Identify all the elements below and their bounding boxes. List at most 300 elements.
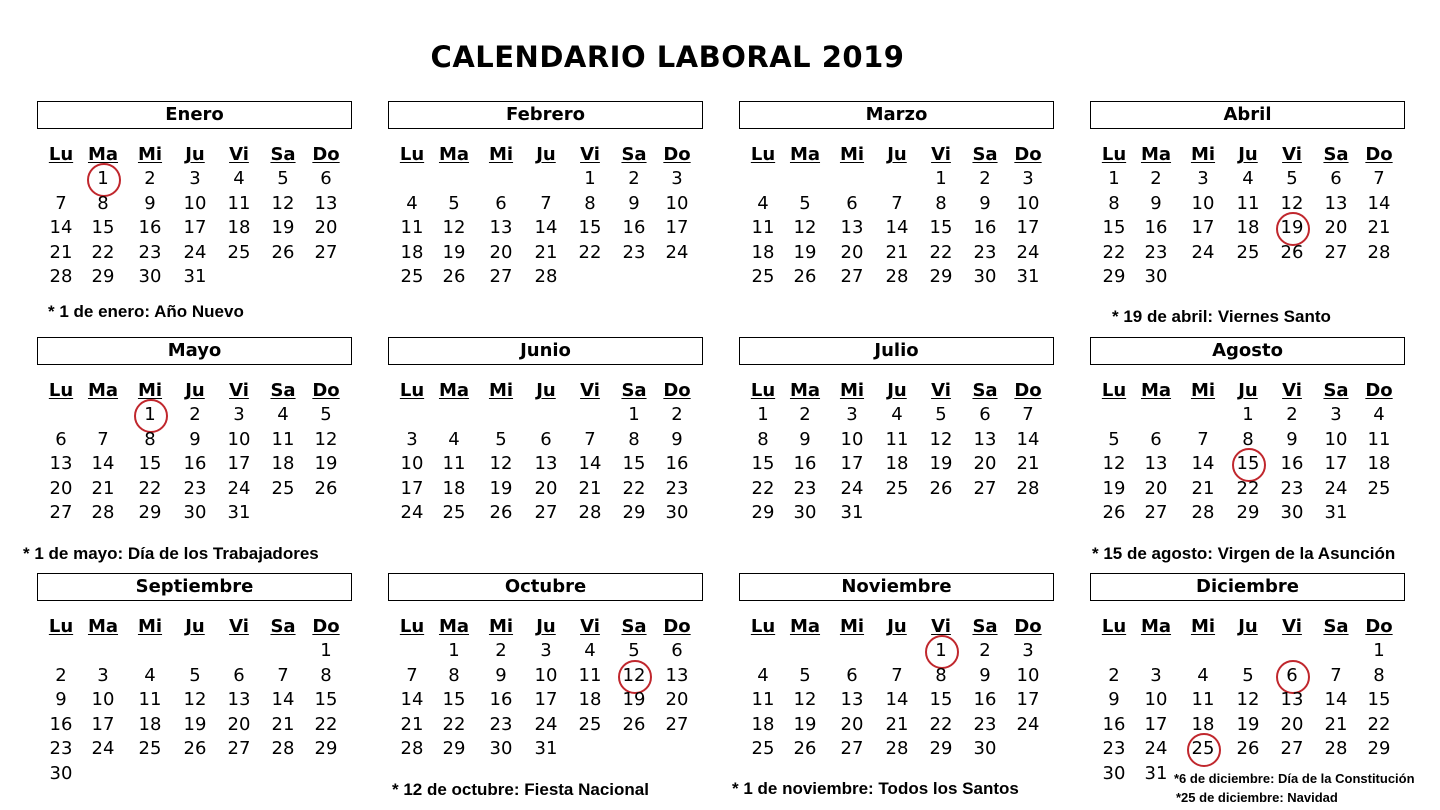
day-number: 9 xyxy=(189,428,201,450)
day-number: 27 xyxy=(973,477,997,499)
month-header: Septiembre xyxy=(37,573,352,601)
day-number: 16 xyxy=(489,689,513,710)
month-agosto xyxy=(1090,337,1405,527)
day-number: 16 xyxy=(1144,217,1168,238)
day-number: 16 xyxy=(973,217,997,238)
day-number: 11 xyxy=(442,453,466,474)
day-number: 15 xyxy=(622,453,646,474)
day-number: 26 xyxy=(183,738,207,759)
weekday-row xyxy=(739,143,1054,167)
weekday-label: Lu xyxy=(399,144,425,165)
day-number: 22 xyxy=(138,477,162,499)
day-number: 16 xyxy=(138,217,162,238)
day-number: 6 xyxy=(495,192,507,214)
day-number: 5 xyxy=(1108,428,1120,450)
month-octubre xyxy=(388,573,703,763)
day-number: 19 xyxy=(183,713,207,735)
day-number: 9 xyxy=(55,689,67,710)
weekday-label: Ma xyxy=(1140,616,1172,637)
day-number: 26 xyxy=(622,713,646,735)
weekday-label: Sa xyxy=(972,616,998,637)
day-number: 4 xyxy=(757,664,769,686)
day-number: 20 xyxy=(534,477,558,499)
day-number: 26 xyxy=(793,738,817,759)
weekday-label: Do xyxy=(663,144,691,165)
day-number: 9 xyxy=(495,664,507,686)
weekday-label: Lu xyxy=(750,380,776,401)
day-number: 9 xyxy=(1150,192,1162,214)
day-number: 10 xyxy=(183,192,207,214)
weekday-label: Do xyxy=(312,380,340,401)
day-number: 21 xyxy=(1016,453,1040,474)
weekday-label: Ju xyxy=(1238,144,1258,165)
day-number: 8 xyxy=(628,428,640,450)
weekday-label: Mi xyxy=(1190,380,1216,401)
day-number: 13 xyxy=(49,453,73,474)
day-number: 3 xyxy=(1197,168,1209,189)
weekday-row xyxy=(37,143,352,167)
weekday-label: Vi xyxy=(1282,616,1302,637)
month-julio xyxy=(739,337,1054,527)
day-number: 28 xyxy=(885,738,909,759)
day-number: 23 xyxy=(973,713,997,735)
day-number: 18 xyxy=(751,713,775,735)
day-number: 28 xyxy=(400,738,424,759)
day-number: 4 xyxy=(1197,664,1209,686)
day-number: 25 xyxy=(400,266,424,287)
weekday-label: Ju xyxy=(536,144,556,165)
day-number: 4 xyxy=(891,404,903,425)
day-number: 12 xyxy=(793,217,817,238)
day-number: 18 xyxy=(1367,453,1391,474)
day-number: 13 xyxy=(534,453,558,474)
day-number: 22 xyxy=(442,713,466,735)
day-number: 1 xyxy=(1242,404,1254,425)
day-number: 31 xyxy=(227,502,251,523)
day-number: 4 xyxy=(1242,168,1254,189)
day-number: 5 xyxy=(799,664,811,686)
weekday-row xyxy=(1090,379,1405,403)
day-number: 3 xyxy=(1150,664,1162,686)
day-number: 19 xyxy=(1102,477,1126,499)
weekday-label: Lu xyxy=(48,380,74,401)
weekday-label: Lu xyxy=(1101,380,1127,401)
day-number: 23 xyxy=(973,241,997,263)
day-number: 30 xyxy=(973,266,997,287)
weekday-label: Sa xyxy=(1323,616,1349,637)
day-number: 17 xyxy=(840,453,864,474)
day-number: 27 xyxy=(1280,738,1304,759)
day-number: 2 xyxy=(979,640,991,661)
day-number: 20 xyxy=(1324,217,1348,238)
weekday-label: Mi xyxy=(488,144,514,165)
weekday-row xyxy=(388,143,703,167)
day-number: 3 xyxy=(1022,168,1034,189)
day-number: 10 xyxy=(1191,192,1215,214)
day-number: 6 xyxy=(846,664,858,686)
day-number: 9 xyxy=(979,192,991,214)
day-number: 28 xyxy=(534,266,558,287)
holiday-day: 15 xyxy=(1228,452,1268,477)
day-number: 16 xyxy=(183,453,207,474)
day-number: 28 xyxy=(885,266,909,287)
day-number: 13 xyxy=(227,689,251,710)
weekday-label: Vi xyxy=(229,616,249,637)
day-number: 9 xyxy=(799,428,811,450)
day-number: 25 xyxy=(751,266,775,287)
day-number: 11 xyxy=(1191,689,1215,710)
day-number: 8 xyxy=(1108,192,1120,214)
day-number: 28 xyxy=(49,266,73,287)
day-number: 15 xyxy=(314,689,338,710)
day-number: 23 xyxy=(665,477,689,499)
day-number: 27 xyxy=(227,738,251,759)
weekday-label: Sa xyxy=(621,144,647,165)
day-number: 12 xyxy=(1102,453,1126,474)
day-number: 19 xyxy=(929,453,953,474)
weekday-label: Do xyxy=(1014,380,1042,401)
weekday-label: Mi xyxy=(488,616,514,637)
day-number: 11 xyxy=(138,689,162,710)
day-number: 19 xyxy=(314,453,338,474)
day-number: 15 xyxy=(1102,217,1126,238)
day-grid xyxy=(388,639,703,763)
weekday-label: Vi xyxy=(229,380,249,401)
month-header: Noviembre xyxy=(739,573,1054,601)
weekday-label: Sa xyxy=(270,616,296,637)
day-number: 5 xyxy=(448,192,460,214)
month-noviembre xyxy=(739,573,1054,763)
day-number: 2 xyxy=(1286,404,1298,425)
day-number: 25 xyxy=(138,738,162,759)
day-number: 7 xyxy=(1330,664,1342,686)
weekday-label: Ju xyxy=(185,380,205,401)
day-number: 23 xyxy=(1144,241,1168,263)
day-number: 20 xyxy=(1280,713,1304,735)
weekday-label: Sa xyxy=(270,380,296,401)
day-number: 6 xyxy=(540,428,552,450)
day-number: 12 xyxy=(489,453,513,474)
day-number: 2 xyxy=(799,404,811,425)
holiday-day: 1 xyxy=(921,639,961,664)
day-number: 23 xyxy=(49,738,73,759)
day-number: 16 xyxy=(793,453,817,474)
month-header: Octubre xyxy=(388,573,703,601)
day-number: 2 xyxy=(55,664,67,686)
day-number: 20 xyxy=(1144,477,1168,499)
holiday-note-noviembre: * 1 de noviembre: Todos los Santos xyxy=(732,779,1019,798)
day-number: 28 xyxy=(1324,738,1348,759)
weekday-label: Vi xyxy=(931,616,951,637)
day-number: 29 xyxy=(138,502,162,523)
day-number: 9 xyxy=(628,192,640,214)
day-number: 10 xyxy=(227,428,251,450)
day-grid xyxy=(37,639,352,784)
day-number: 30 xyxy=(1280,502,1304,523)
day-number: 31 xyxy=(1016,266,1040,287)
day-number: 11 xyxy=(751,689,775,710)
day-number: 24 xyxy=(665,241,689,263)
weekday-label: Ju xyxy=(185,616,205,637)
weekday-label: Ju xyxy=(185,144,205,165)
day-number: 14 xyxy=(1016,428,1040,450)
day-number: 19 xyxy=(622,689,646,710)
day-number: 7 xyxy=(277,664,289,686)
day-number: 22 xyxy=(751,477,775,499)
day-number: 24 xyxy=(1016,713,1040,735)
weekday-label: Lu xyxy=(1101,616,1127,637)
day-number: 25 xyxy=(442,502,466,523)
day-number: 1 xyxy=(757,404,769,425)
day-number: 2 xyxy=(1108,664,1120,686)
holiday-day: 6 xyxy=(1272,664,1312,689)
day-number: 27 xyxy=(314,241,338,263)
day-number: 24 xyxy=(1324,477,1348,499)
day-number: 21 xyxy=(49,241,73,263)
day-number: 6 xyxy=(1330,168,1342,189)
day-number: 20 xyxy=(665,689,689,710)
day-number: 22 xyxy=(578,241,602,263)
day-number: 16 xyxy=(1102,713,1126,735)
day-number: 13 xyxy=(314,192,338,214)
day-number: 8 xyxy=(1242,428,1254,450)
day-number: 21 xyxy=(1367,217,1391,238)
day-number: 8 xyxy=(320,664,332,686)
day-number: 25 xyxy=(578,713,602,735)
day-number: 31 xyxy=(1324,502,1348,523)
weekday-label: Lu xyxy=(399,380,425,401)
day-number: 6 xyxy=(979,404,991,425)
day-number: 14 xyxy=(885,689,909,710)
day-number: 18 xyxy=(751,241,775,263)
weekday-label: Do xyxy=(1365,144,1393,165)
holiday-note-agosto: * 15 de agosto: Virgen de la Asunción xyxy=(1092,544,1396,563)
day-number: 11 xyxy=(1236,192,1260,214)
day-number: 6 xyxy=(846,192,858,214)
day-number: 30 xyxy=(138,266,162,287)
day-number: 19 xyxy=(442,241,466,263)
weekday-label: Vi xyxy=(1282,380,1302,401)
day-number: 29 xyxy=(91,266,115,287)
month-header: Junio xyxy=(388,337,703,365)
day-number: 8 xyxy=(757,428,769,450)
holiday-day: 12 xyxy=(614,664,654,689)
day-number: 27 xyxy=(49,502,73,523)
day-number: 11 xyxy=(227,192,251,214)
day-number: 11 xyxy=(578,664,602,686)
day-number: 12 xyxy=(183,689,207,710)
day-number: 10 xyxy=(1144,689,1168,710)
day-number: 2 xyxy=(189,404,201,425)
day-number: 3 xyxy=(671,168,683,189)
day-number: 12 xyxy=(929,428,953,450)
day-number: 29 xyxy=(751,502,775,523)
weekday-label: Lu xyxy=(48,616,74,637)
weekday-label: Vi xyxy=(931,144,951,165)
weekday-label: Ju xyxy=(536,380,556,401)
weekday-label: Lu xyxy=(750,616,776,637)
day-number: 30 xyxy=(665,502,689,523)
day-number: 10 xyxy=(91,689,115,710)
day-number: 12 xyxy=(314,428,338,450)
day-number: 7 xyxy=(1022,404,1034,425)
day-number: 14 xyxy=(534,217,558,238)
weekday-label: Do xyxy=(1014,144,1042,165)
day-number: 18 xyxy=(138,713,162,735)
weekday-label: Mi xyxy=(137,380,163,401)
day-number: 10 xyxy=(665,192,689,214)
weekday-label: Sa xyxy=(621,616,647,637)
day-number: 19 xyxy=(271,217,295,238)
day-number: 7 xyxy=(1373,168,1385,189)
month-header: Diciembre xyxy=(1090,573,1405,601)
day-number: 8 xyxy=(144,428,156,450)
month-abril xyxy=(1090,101,1405,291)
weekday-label: Sa xyxy=(1323,144,1349,165)
day-number: 7 xyxy=(891,192,903,214)
day-number: 18 xyxy=(271,453,295,474)
day-number: 28 xyxy=(578,502,602,523)
day-number: 26 xyxy=(1102,502,1126,523)
day-number: 24 xyxy=(227,477,251,499)
day-number: 4 xyxy=(584,640,596,661)
day-number: 27 xyxy=(840,738,864,759)
day-number: 20 xyxy=(840,713,864,735)
day-number: 10 xyxy=(400,453,424,474)
day-number: 31 xyxy=(183,266,207,287)
day-number: 13 xyxy=(1324,192,1348,214)
day-number: 17 xyxy=(534,689,558,710)
holiday-note-mayo: * 1 de mayo: Día de los Trabajadores xyxy=(23,544,319,563)
day-number: 17 xyxy=(665,217,689,238)
weekday-label: Ju xyxy=(1238,616,1258,637)
weekday-label: Ma xyxy=(438,380,470,401)
weekday-label: Lu xyxy=(399,616,425,637)
day-number: 11 xyxy=(1367,428,1391,450)
weekday-label: Mi xyxy=(839,144,865,165)
day-number: 22 xyxy=(91,241,115,263)
day-number: 17 xyxy=(1144,713,1168,735)
weekday-label: Do xyxy=(663,616,691,637)
weekday-label: Do xyxy=(1365,616,1393,637)
day-number: 7 xyxy=(55,192,67,214)
weekday-row xyxy=(37,379,352,403)
weekday-label: Do xyxy=(1365,380,1393,401)
day-number: 5 xyxy=(628,640,640,661)
day-number: 9 xyxy=(1108,689,1120,710)
weekday-label: Ma xyxy=(789,616,821,637)
day-number: 1 xyxy=(320,640,332,661)
day-number: 14 xyxy=(1191,453,1215,474)
day-grid xyxy=(388,167,703,291)
day-number: 20 xyxy=(489,241,513,263)
month-header: Abril xyxy=(1090,101,1405,129)
day-number: 15 xyxy=(929,217,953,238)
day-number: 16 xyxy=(49,713,73,735)
holiday-day: 1 xyxy=(130,403,170,428)
day-number: 18 xyxy=(227,217,251,238)
weekday-label: Mi xyxy=(1190,616,1216,637)
day-number: 7 xyxy=(540,192,552,214)
day-number: 25 xyxy=(1236,241,1260,263)
day-grid xyxy=(388,403,703,527)
day-number: 18 xyxy=(578,689,602,710)
day-number: 1 xyxy=(628,404,640,425)
weekday-label: Ma xyxy=(87,616,119,637)
day-grid xyxy=(1090,403,1405,527)
day-number: 31 xyxy=(1144,762,1168,784)
day-number: 2 xyxy=(144,168,156,189)
weekday-row xyxy=(1090,143,1405,167)
day-number: 4 xyxy=(233,168,245,189)
day-number: 16 xyxy=(973,689,997,710)
page-title: CALENDARIO LABORAL 2019 xyxy=(430,40,905,74)
holiday-day: 19 xyxy=(1272,216,1312,241)
day-number: 8 xyxy=(935,664,947,686)
day-number: 13 xyxy=(665,664,689,686)
day-number: 21 xyxy=(534,241,558,263)
day-number: 4 xyxy=(1373,404,1385,425)
day-number: 4 xyxy=(277,404,289,425)
month-marzo xyxy=(739,101,1054,291)
day-number: 23 xyxy=(622,241,646,263)
day-number: 13 xyxy=(1144,453,1168,474)
holiday-note-diciembre-25: *25 de diciembre: Navidad xyxy=(1176,790,1338,805)
day-number: 10 xyxy=(1016,664,1040,686)
weekday-label: Lu xyxy=(48,144,74,165)
month-junio xyxy=(388,337,703,527)
day-grid xyxy=(739,403,1054,527)
weekday-label: Mi xyxy=(137,616,163,637)
month-header: Marzo xyxy=(739,101,1054,129)
day-number: 3 xyxy=(189,168,201,189)
day-number: 13 xyxy=(840,217,864,238)
day-number: 29 xyxy=(929,738,953,759)
day-number: 30 xyxy=(183,502,207,523)
weekday-label: Lu xyxy=(750,144,776,165)
day-number: 10 xyxy=(1324,428,1348,450)
day-number: 24 xyxy=(1016,241,1040,263)
day-number: 29 xyxy=(442,738,466,759)
day-number: 14 xyxy=(91,453,115,474)
day-number: 25 xyxy=(1367,477,1391,499)
weekday-row xyxy=(739,379,1054,403)
weekday-label: Do xyxy=(312,616,340,637)
day-number: 22 xyxy=(929,241,953,263)
day-number: 12 xyxy=(271,192,295,214)
day-number: 21 xyxy=(91,477,115,499)
day-number: 19 xyxy=(1236,713,1260,735)
day-number: 23 xyxy=(1102,738,1126,759)
weekday-label: Vi xyxy=(580,616,600,637)
weekday-label: Do xyxy=(663,380,691,401)
day-number: 8 xyxy=(584,192,596,214)
month-header: Julio xyxy=(739,337,1054,365)
day-number: 24 xyxy=(1144,738,1168,759)
day-number: 23 xyxy=(793,477,817,499)
day-number: 12 xyxy=(1280,192,1304,214)
weekday-label: Mi xyxy=(839,380,865,401)
day-number: 12 xyxy=(793,689,817,710)
weekday-label: Ju xyxy=(887,616,907,637)
day-number: 14 xyxy=(578,453,602,474)
day-number: 9 xyxy=(979,664,991,686)
day-number: 5 xyxy=(1242,664,1254,686)
day-number: 22 xyxy=(622,477,646,499)
day-number: 17 xyxy=(1191,217,1215,238)
holiday-day: 25 xyxy=(1183,737,1223,762)
day-number: 14 xyxy=(400,689,424,710)
